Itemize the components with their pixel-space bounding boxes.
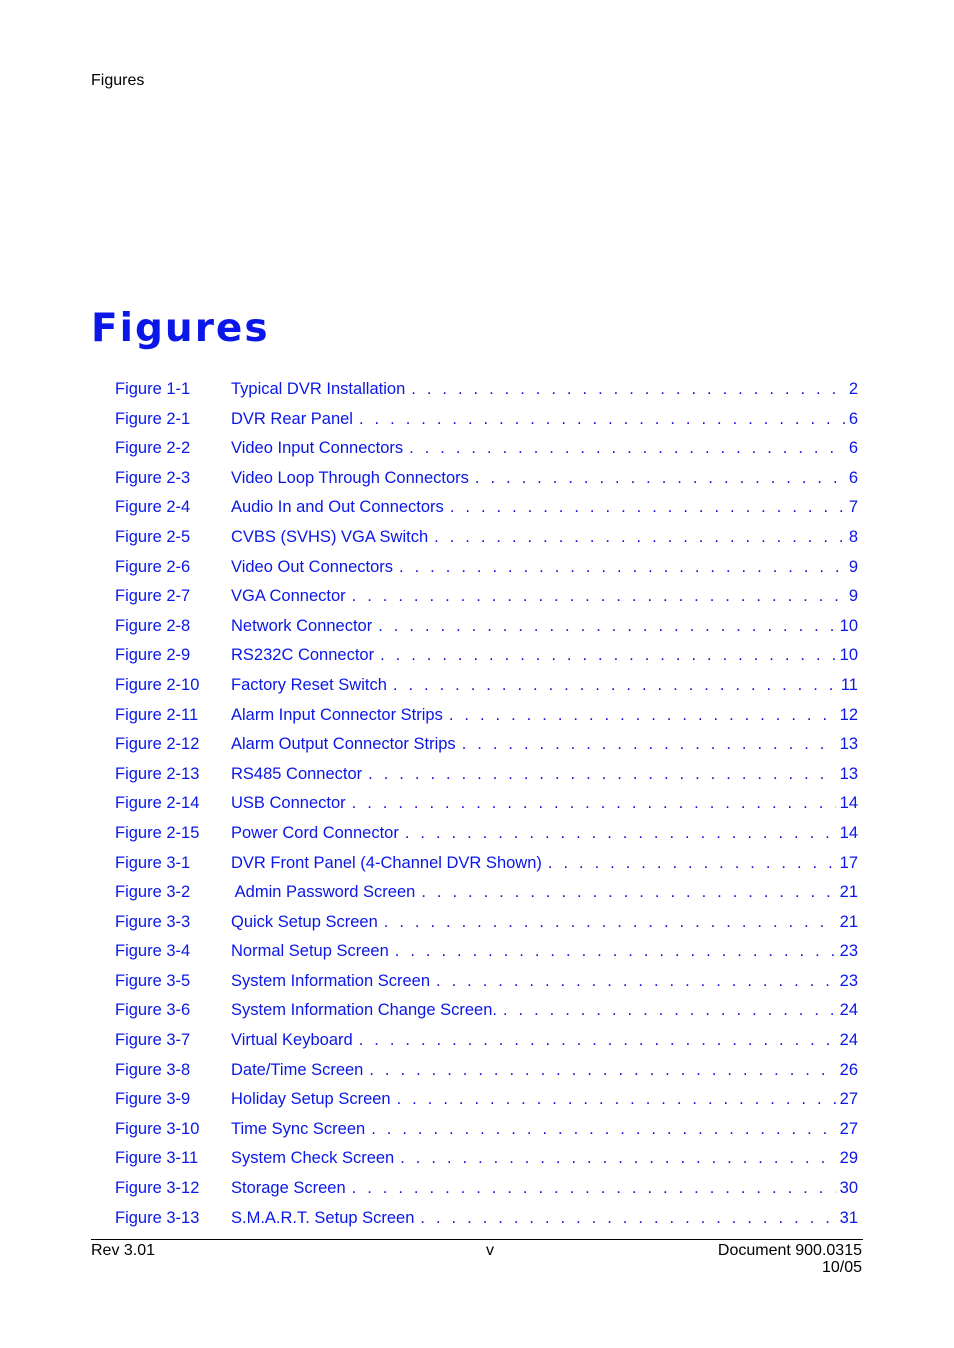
figure-number[interactable]: Figure 2-9	[115, 646, 191, 665]
figure-number[interactable]: Figure 2-8	[115, 616, 191, 635]
toc-entry[interactable]	[115, 878, 858, 908]
toc-entry[interactable]	[115, 582, 858, 612]
dot-leader	[400, 1144, 835, 1174]
figure-title[interactable]: Video Loop Through Connectors	[231, 468, 469, 487]
toc-entry[interactable]	[115, 493, 858, 523]
toc-entry[interactable]	[115, 1144, 858, 1174]
figure-page-number[interactable]: 24	[839, 1001, 858, 1020]
figure-title[interactable]: Storage Screen	[231, 1179, 346, 1198]
figure-number[interactable]: Figure 2-13	[115, 764, 200, 783]
dot-leader	[369, 1056, 835, 1086]
dot-leader	[421, 878, 835, 908]
figure-title[interactable]: Date/Time Screen	[231, 1060, 364, 1079]
dot-leader	[359, 1026, 836, 1056]
figure-title[interactable]: Video Out Connectors	[231, 557, 394, 576]
dot-leader	[393, 671, 837, 701]
figure-title[interactable]: Alarm Input Connector Strips	[231, 705, 443, 724]
figure-title[interactable]: VGA Connector	[231, 587, 346, 606]
dot-leader	[420, 1204, 835, 1234]
dot-leader	[359, 405, 845, 435]
figure-title[interactable]: System Information Change Screen.	[231, 1001, 497, 1020]
toc-entry[interactable]	[115, 375, 858, 405]
figure-page-number[interactable]: 23	[839, 971, 858, 990]
dot-leader	[384, 908, 836, 938]
figure-page-number[interactable]: 27	[839, 1090, 858, 1109]
toc-entry[interactable]	[115, 1174, 858, 1204]
dot-leader	[399, 553, 845, 583]
figure-page-number[interactable]: 21	[839, 883, 858, 902]
figure-title[interactable]: Video Input Connectors	[231, 439, 404, 458]
toc-entry[interactable]	[115, 789, 858, 819]
figure-title[interactable]: CVBS (SVHS) VGA Switch	[231, 527, 429, 546]
figure-title[interactable]: Audio In and Out Connectors	[231, 498, 444, 517]
dot-leader	[450, 493, 845, 523]
dot-leader	[397, 1085, 836, 1115]
footer-revision: Rev 3.01	[91, 1242, 156, 1259]
figure-title[interactable]: S.M.A.R.T. Setup Screen	[231, 1208, 415, 1227]
toc-entry[interactable]	[115, 553, 858, 583]
figure-page-number[interactable]: 8	[848, 527, 858, 546]
dot-leader	[503, 996, 836, 1026]
figure-page-number[interactable]: 9	[848, 557, 858, 576]
toc-entry[interactable]	[115, 464, 858, 494]
figure-number[interactable]: Figure 2-7	[115, 587, 191, 606]
figure-number[interactable]: Figure 3-13	[115, 1208, 200, 1227]
figure-number[interactable]: Figure 3-11	[115, 1149, 199, 1168]
toc-entry[interactable]	[115, 760, 858, 790]
figure-page-number[interactable]: 6	[848, 439, 858, 458]
dot-leader	[548, 849, 836, 879]
figure-page-number[interactable]: 30	[839, 1179, 858, 1198]
figure-number[interactable]: Figure 2-3	[115, 468, 191, 487]
dot-leader	[409, 434, 845, 464]
figure-page-number[interactable]: 11	[840, 675, 858, 694]
footer-document-info	[718, 1242, 862, 1276]
dot-leader	[405, 819, 836, 849]
toc-entry[interactable]	[115, 701, 858, 731]
figure-number[interactable]: Figure 3-6	[115, 1001, 191, 1020]
figure-page-number[interactable]: 10	[839, 616, 858, 635]
figure-title[interactable]: Factory Reset Switch	[231, 675, 387, 694]
figure-number[interactable]: Figure 2-11	[115, 705, 199, 724]
running-header: Figures	[91, 72, 145, 89]
figure-title[interactable]: System Information Screen	[231, 971, 430, 990]
figure-title[interactable]: System Check Screen	[231, 1149, 395, 1168]
dot-leader	[378, 612, 835, 642]
figure-page-number[interactable]: 26	[839, 1060, 858, 1079]
toc-entry[interactable]	[115, 849, 858, 879]
figure-page-number[interactable]: 31	[839, 1208, 858, 1227]
toc-entry[interactable]	[115, 612, 858, 642]
figure-page-number[interactable]: 27	[839, 1119, 858, 1138]
toc-entry[interactable]	[115, 1026, 858, 1056]
dot-leader	[368, 760, 835, 790]
figure-page-number[interactable]: 2	[848, 380, 858, 398]
figure-title[interactable]: RS485 Connector	[231, 764, 363, 783]
figure-number[interactable]: Figure 3-5	[115, 971, 191, 990]
dot-leader	[411, 375, 845, 405]
figure-number[interactable]: Figure 2-6	[115, 557, 191, 576]
figure-title[interactable]: Admin Password Screen	[231, 883, 416, 902]
figure-page-number[interactable]: 29	[839, 1149, 858, 1168]
dot-leader	[436, 967, 836, 997]
dot-leader	[449, 701, 836, 731]
toc-entry[interactable]	[115, 641, 858, 671]
figure-title[interactable]: USB Connector	[231, 794, 346, 813]
figure-page-number[interactable]: 7	[848, 498, 858, 517]
figure-number[interactable]: Figure 2-1	[115, 409, 191, 428]
toc-entry[interactable]	[115, 819, 858, 849]
footer-page-number: v	[486, 1242, 494, 1259]
figure-number[interactable]: Figure 2-14	[115, 794, 200, 813]
toc-entry[interactable]	[115, 1056, 858, 1086]
figure-number[interactable]: Figure 3-2	[115, 883, 191, 902]
figure-number[interactable]: Figure 3-7	[115, 1031, 191, 1050]
toc-entry[interactable]	[115, 996, 858, 1026]
figure-title[interactable]: DVR Rear Panel	[231, 409, 353, 428]
dot-leader	[462, 730, 836, 760]
figure-title[interactable]: Quick Setup Screen	[231, 912, 378, 931]
figure-number[interactable]: Figure 3-1	[115, 853, 191, 872]
figure-title[interactable]: Network Connector	[231, 616, 373, 635]
toc-entry[interactable]	[115, 967, 858, 997]
figure-page-number[interactable]: 13	[839, 735, 858, 754]
figure-number[interactable]: Figure 3-8	[115, 1060, 191, 1079]
figure-page-number[interactable]: 21	[839, 912, 858, 931]
toc-entry[interactable]	[115, 730, 858, 760]
figure-number[interactable]: Figure 3-4	[115, 942, 191, 961]
figure-title[interactable]: Alarm Output Connector Strips	[231, 735, 456, 754]
figure-title[interactable]: Power Cord Connector	[231, 823, 399, 842]
figure-number[interactable]: Figure 2-5	[115, 527, 191, 546]
dot-leader	[434, 523, 845, 553]
footer-date: 10/05	[821, 1259, 862, 1276]
figure-page-number[interactable]: 17	[839, 853, 858, 872]
figure-page-number[interactable]: 13	[839, 764, 858, 783]
figure-number[interactable]: Figure 3-12	[115, 1179, 200, 1198]
toc-entry[interactable]	[115, 937, 858, 967]
figure-page-number[interactable]: 23	[839, 942, 858, 961]
figure-page-number[interactable]: 6	[848, 409, 858, 428]
toc-entry[interactable]	[115, 908, 858, 938]
figure-page-number[interactable]: 14	[839, 794, 858, 813]
figure-title[interactable]: Virtual Keyboard	[231, 1031, 353, 1050]
toc-entry[interactable]	[115, 671, 858, 701]
dot-leader	[395, 937, 836, 967]
figure-title[interactable]: Typical DVR Installation	[231, 380, 406, 398]
figure-page-number[interactable]: 10	[839, 646, 858, 665]
figure-number[interactable]: Figure 2-10	[115, 675, 200, 694]
figure-number[interactable]: Figure 2-15	[115, 823, 200, 842]
figure-number[interactable]: Figure 1-1	[115, 380, 191, 398]
figure-list	[115, 375, 858, 1233]
figure-number[interactable]: Figure 2-2	[115, 439, 191, 458]
dot-leader	[352, 582, 845, 612]
figure-number[interactable]: Figure 3-9	[115, 1090, 191, 1109]
dot-leader	[380, 641, 836, 671]
figure-number[interactable]: Figure 3-3	[115, 912, 191, 931]
dot-leader	[352, 1174, 836, 1204]
dot-leader	[352, 789, 836, 819]
footer-rule	[91, 1239, 863, 1240]
figure-page-number[interactable]: 12	[839, 705, 858, 724]
figure-title[interactable]: DVR Front Panel (4-Channel DVR Shown)	[231, 853, 542, 872]
toc-entry[interactable]	[115, 1204, 858, 1234]
figure-number[interactable]: Figure 3-10	[115, 1119, 200, 1138]
figure-number[interactable]: Figure 2-12	[115, 735, 200, 754]
figure-title[interactable]: Holiday Setup Screen	[231, 1090, 391, 1109]
toc-entry[interactable]	[115, 1115, 858, 1145]
figure-page-number[interactable]: 24	[839, 1031, 858, 1050]
figure-page-number[interactable]: 14	[839, 823, 858, 842]
toc-entry[interactable]	[115, 405, 858, 435]
figure-page-number[interactable]: 9	[848, 587, 858, 606]
figure-title[interactable]: Normal Setup Screen	[231, 942, 389, 961]
toc-entry[interactable]	[115, 523, 858, 553]
footer-document-number: Document 900.0315	[717, 1242, 862, 1259]
figure-page-number[interactable]: 6	[848, 468, 858, 487]
toc-entry[interactable]	[115, 1085, 858, 1115]
dot-leader	[371, 1115, 835, 1145]
figure-title[interactable]: Time Sync Screen	[231, 1119, 366, 1138]
figure-title[interactable]: RS232C Connector	[231, 646, 375, 665]
dot-leader	[475, 464, 845, 494]
page-title: Figures	[91, 306, 270, 351]
figure-number[interactable]: Figure 2-4	[115, 498, 191, 517]
toc-entry[interactable]	[115, 434, 858, 464]
